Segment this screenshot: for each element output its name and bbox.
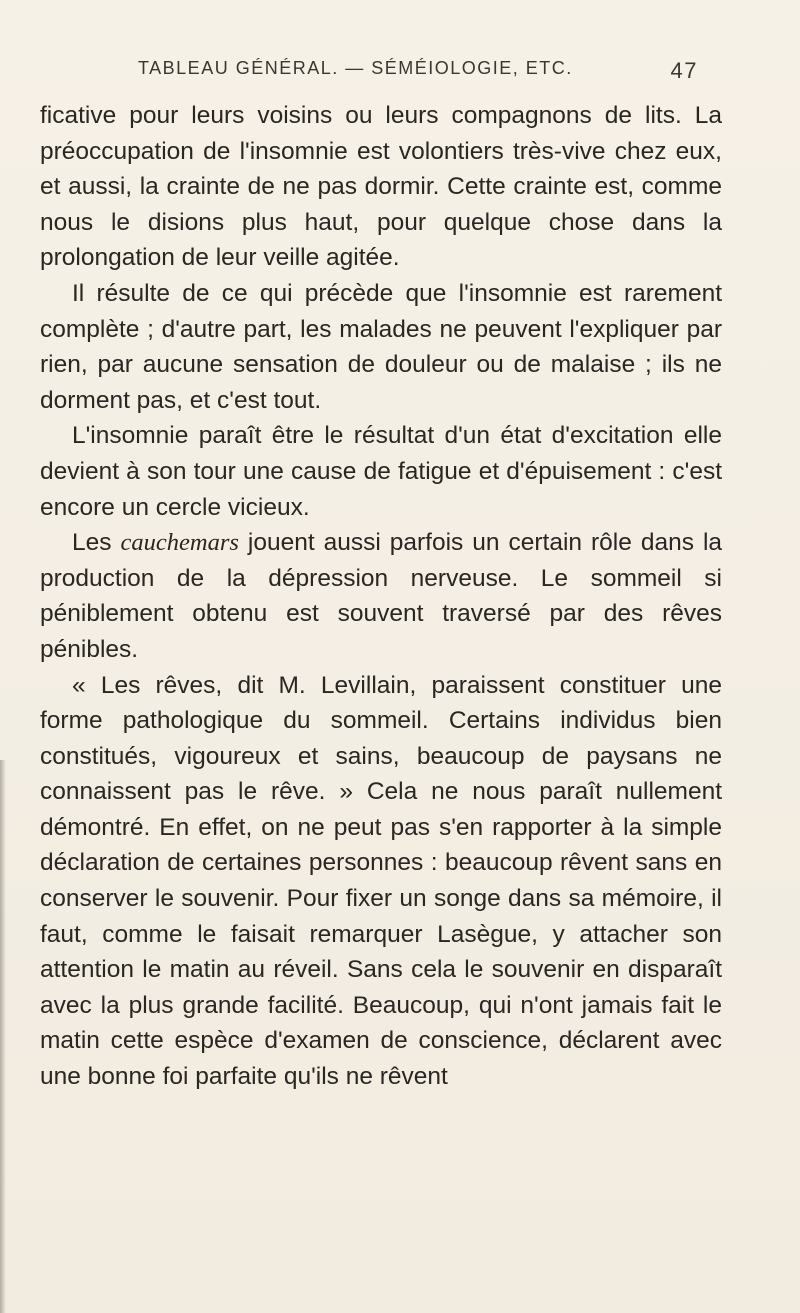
paragraph-2: Il résulte de ce qui précède que l'insomnie est rarement complète ; d'autre part, les malades ne peuvent l'expliquer par rien, par aucune sensation de douleur ou de malaise ; ils ne dorment pas, et c'est tout. bbox=[40, 279, 722, 414]
running-title: TABLEAU GÉNÉRAL. — SÉMÉIOLOGIE, ETC. bbox=[138, 58, 573, 78]
paragraph-3: L'insomnie paraît être le résultat d'un état d'excitation elle devient à son tour une cause de fatigue et d'épuisement : c'est encore un cercle vicieux. bbox=[40, 422, 722, 521]
paragraph-4-lead: Les bbox=[72, 529, 112, 557]
paragraph-1: ficative pour leurs voisins ou leurs compagnons de lits. La préoccupation de l'insomnie est volontiers très-vive chez eux, et aussi, la crainte de ne pas dormir. Cette crainte est, comme nous le disions plus haut, pour quelque chose dans la prolongation de leur veille agitée. bbox=[40, 102, 722, 272]
paragraph-5: « Les rêves, dit M. Levillain, paraissent constituer une forme pathologique du sommeil. Certains individus bien constitués, vigoureux et sains, beaucoup de paysans ne connaissent pas le rêve. » Cela ne nous paraît nullement démontré. En effet, on ne peut pas s'en rapporter à la simple déclaration de certaines personnes : beaucoup rêvent sans en conserver le souvenir. Pour fixer un songe dans sa mémoire, il faut, comme le faisait remarquer Lasègue, y attacher son attention le matin au réveil. Sans cela le souvenir en disparaît avec la plus grande facilité. Beaucoup, qui n'ont jamais fait le matin cette espèce d'examen de conscience, déclarent avec une bonne foi parfaite qu'ils ne rêvent bbox=[40, 671, 722, 1091]
paragraph-4-rest: jouent aussi parfois un certain rôle dans la production de la dépression nerveuse. Le sommeil si péniblement obtenu est souvent traversé par des rêves pénibles. bbox=[40, 529, 723, 663]
page-edge-shadow bbox=[0, 760, 6, 1313]
paragraph-4 bbox=[40, 525, 722, 667]
running-header bbox=[138, 58, 698, 88]
body-text bbox=[40, 98, 722, 1095]
page-number: 47 bbox=[670, 58, 698, 83]
italic-term-cauchemars: cauchemars bbox=[120, 529, 239, 557]
